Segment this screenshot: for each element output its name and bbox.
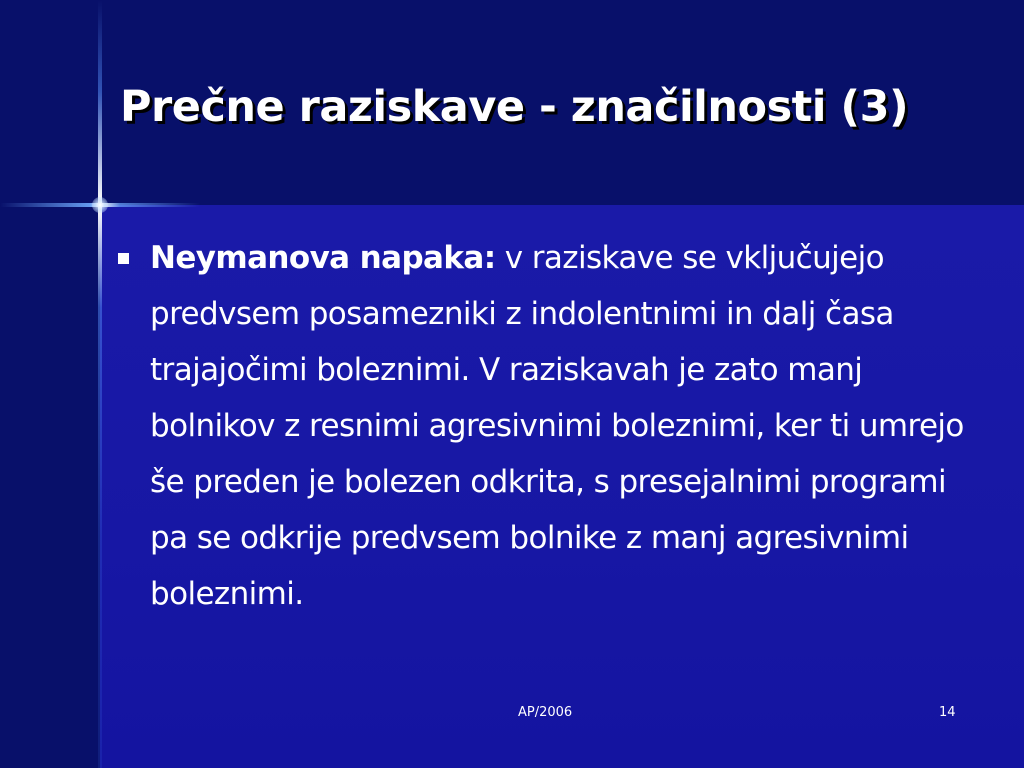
slide-title: Prečne raziskave - značilnosti (3) — [120, 82, 909, 132]
square-bullet-icon — [118, 253, 129, 264]
bullet-term: Neymanova napaka: — [150, 240, 496, 276]
left-strip — [0, 0, 100, 768]
footer-page-number: 14 — [939, 705, 956, 720]
sparkle-vertical-line — [98, 0, 102, 768]
slide-content — [110, 230, 980, 622]
footer-author-date: AP/2006 — [518, 705, 573, 720]
bullet-item — [110, 230, 980, 622]
bullet-text: v raziskave se vključujejo predvsem posamezniki z indolentnimi in dalj časa trajajočimi boleznimi. V raziskavah je zato manj bolnikov z resnimi agresivnimi boleznimi, ker ti umrejo še preden je bolezen odkrita, s presejalnimi programi pa se odkrije predvsem bolnike z manj agresivnimi boleznimi. — [150, 240, 964, 612]
sparkle-star-icon — [92, 197, 108, 213]
